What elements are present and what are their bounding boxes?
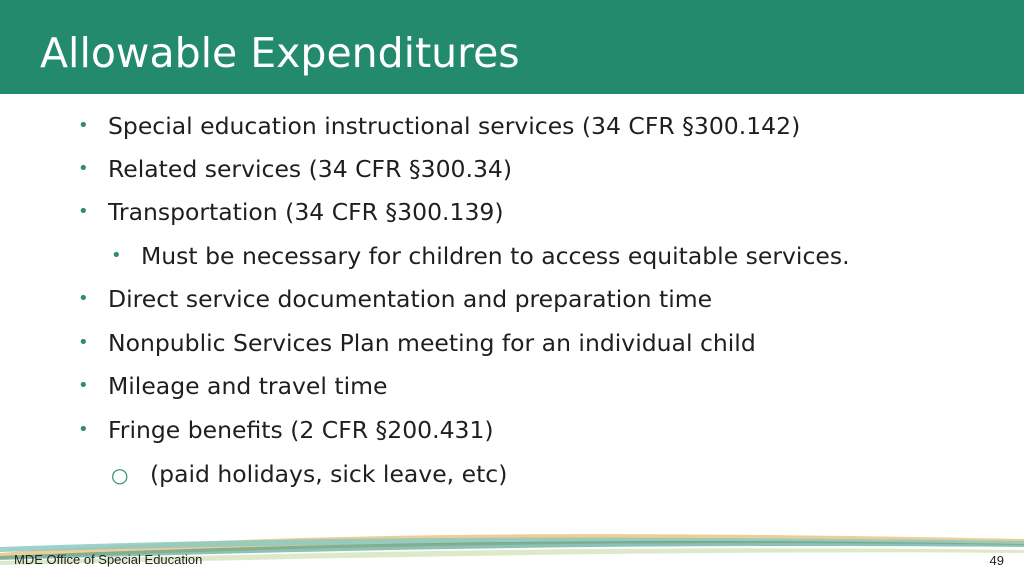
page-number: 49 [989, 553, 1004, 568]
slide-title: Allowable Expenditures [40, 29, 520, 77]
bullet-icon: • [78, 375, 89, 396]
bullet-icon: • [78, 332, 89, 353]
list-item-text: Mileage and travel time [108, 372, 388, 400]
list-item-text: Nonpublic Services Plan meeting for an individual child [108, 329, 756, 357]
footer-organization: MDE Office of Special Education [14, 552, 203, 567]
footer-wave-decoration [0, 525, 1024, 576]
list-item-text: Transportation (34 CFR §300.139) [108, 198, 504, 226]
list-item-text: Fringe benefits (2 CFR §200.431) [108, 416, 494, 444]
bullet-icon: • [78, 115, 89, 136]
bullet-icon: • [78, 288, 89, 309]
list-item-text: Direct service documentation and preparation time [108, 285, 713, 313]
bullet-icon: • [78, 419, 89, 440]
bullet-icon: • [78, 201, 89, 222]
bullet-icon: • [78, 158, 89, 179]
list-item-text: (paid holidays, sick leave, etc) [150, 460, 508, 488]
list-item-text: Related services (34 CFR §300.34) [108, 155, 513, 183]
bullet-icon: • [111, 245, 122, 266]
hollow-circle-icon: ○ [111, 463, 129, 487]
list-item-text: Special education instructional services (34 CFR §300.142) [108, 112, 801, 140]
list-item-text: Must be necessary for children to access equitable services. [141, 242, 850, 270]
